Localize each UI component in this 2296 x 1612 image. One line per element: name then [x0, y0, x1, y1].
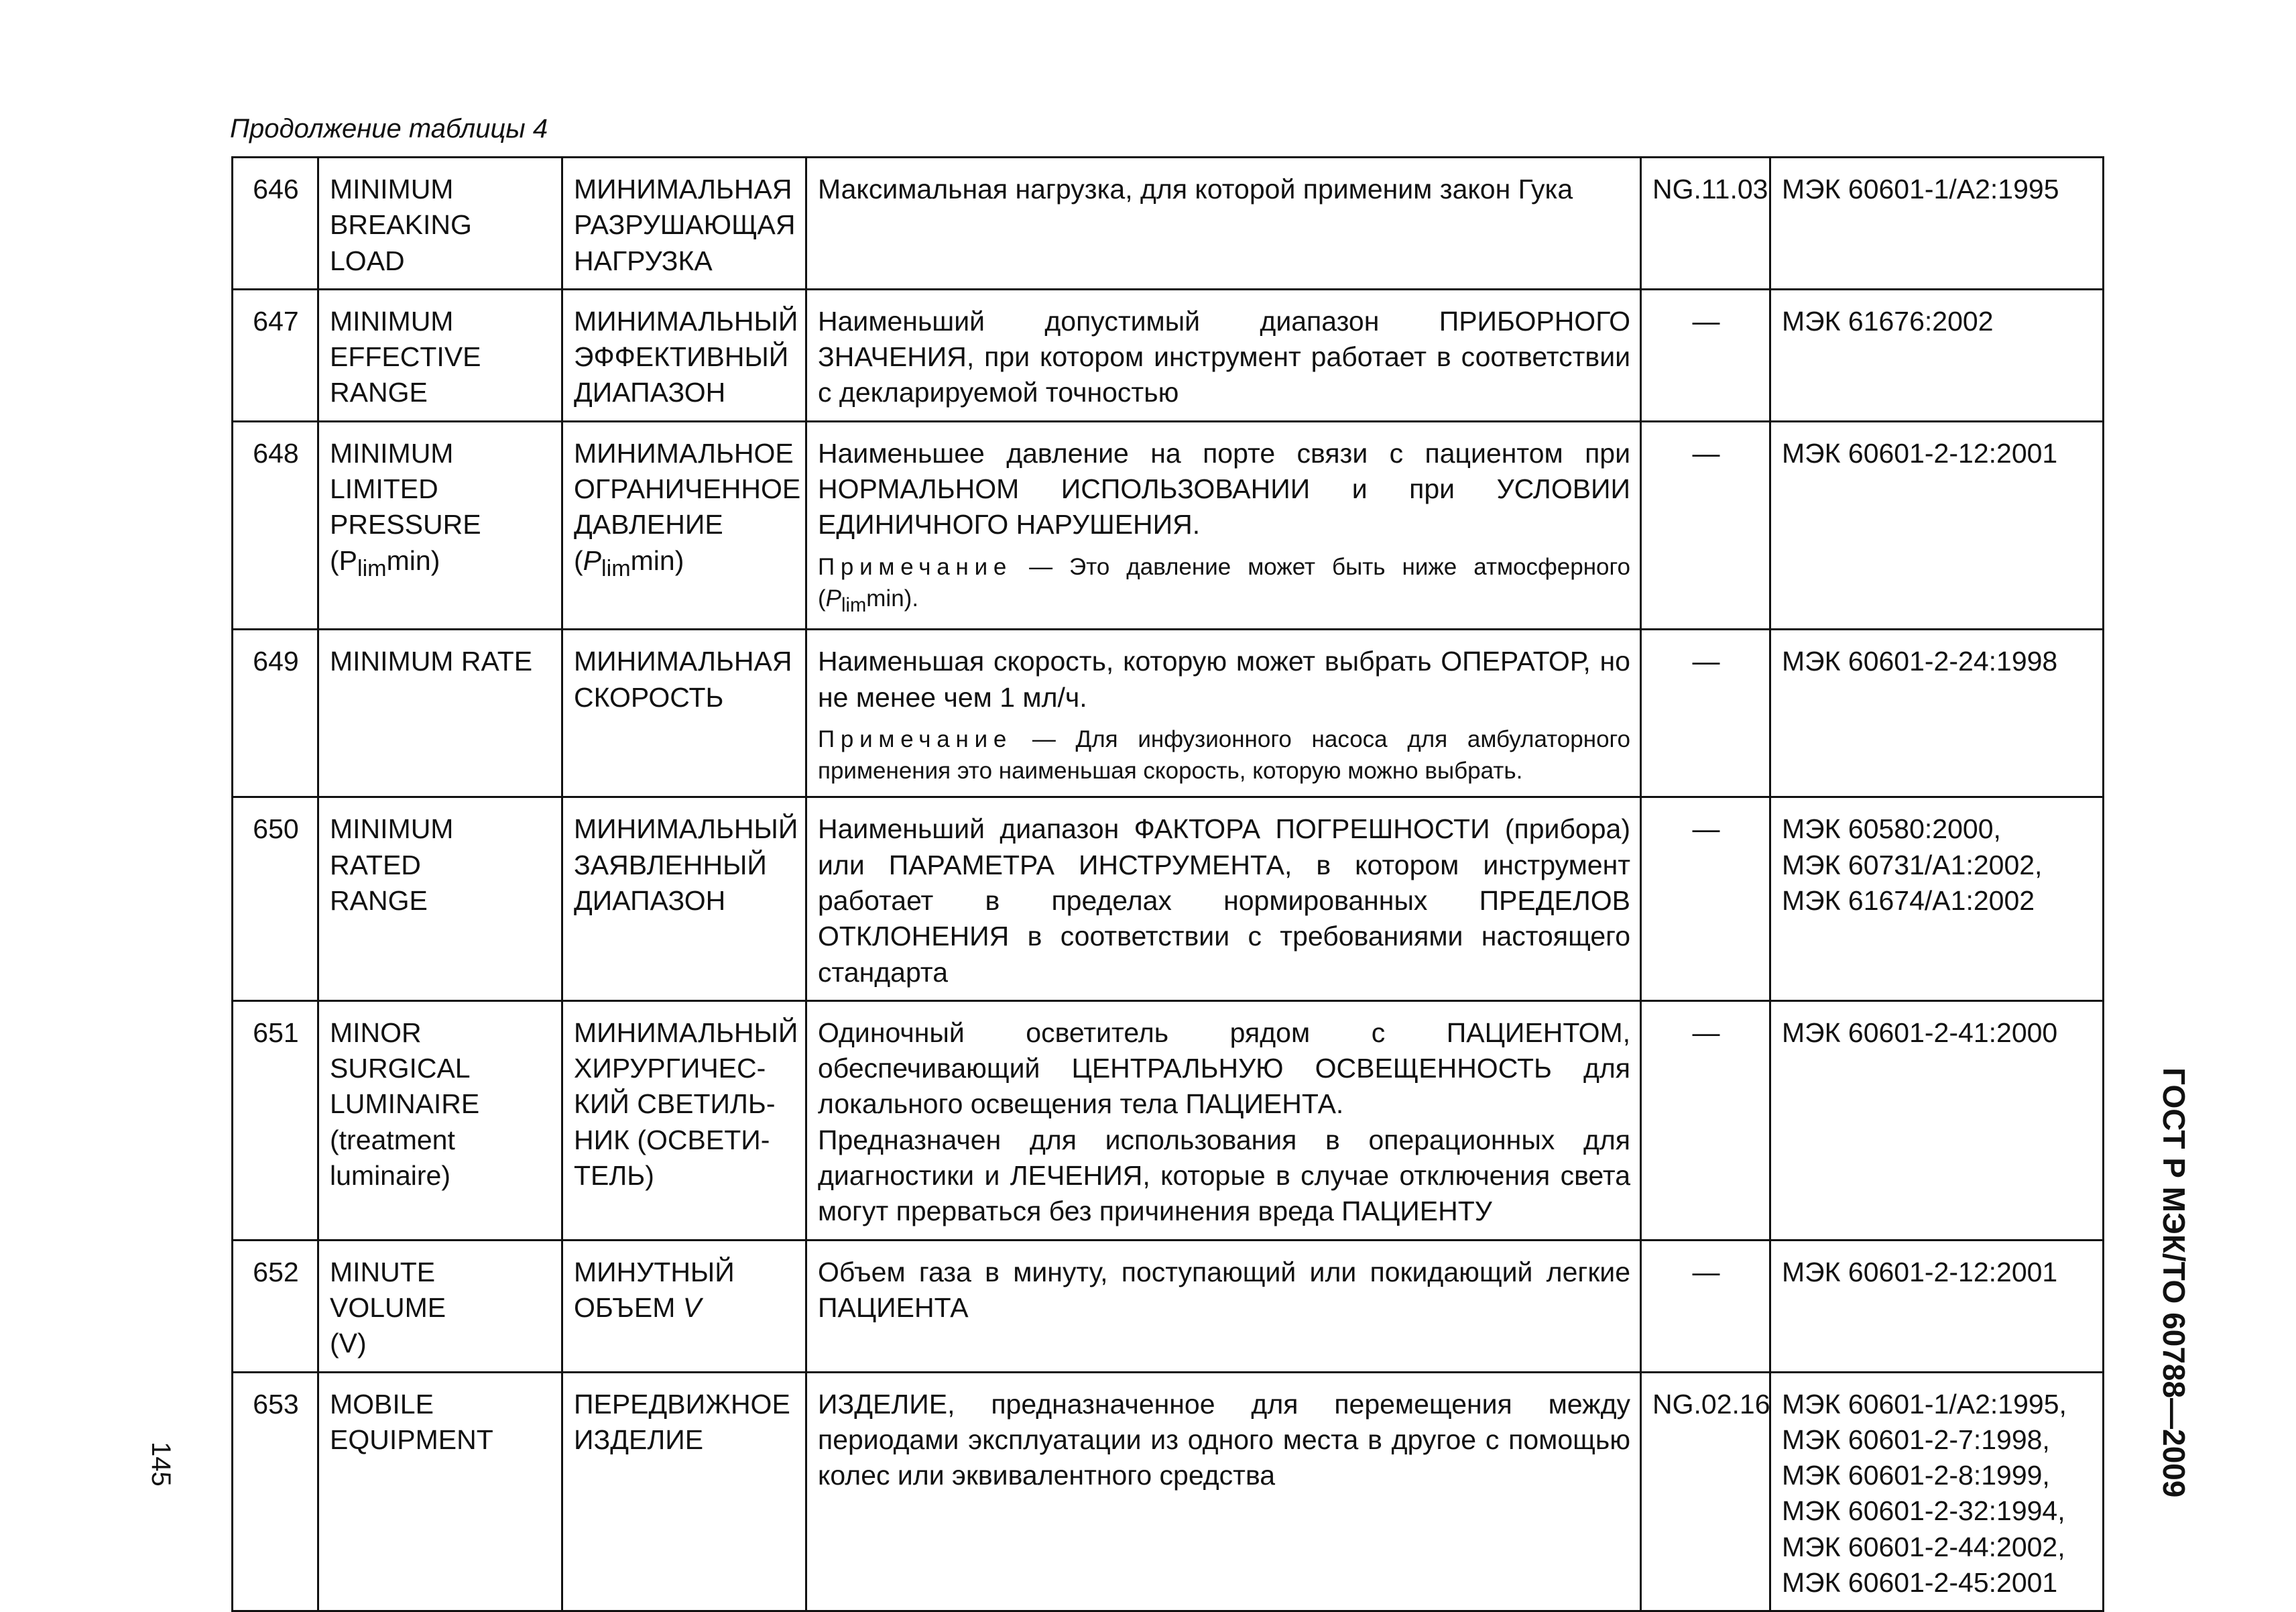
standard-clause: NG.11.03 — [1641, 158, 1770, 290]
term-english — [318, 1372, 562, 1611]
term-russian-line: НАГРУЗКА — [574, 245, 713, 276]
term-russian-line: ОГРАНИЧЕННОЕ — [574, 473, 801, 505]
term-number: 647 — [233, 289, 318, 421]
term-english — [318, 289, 562, 421]
term-russian-line: ЗАЯВЛЕННЫЙ — [574, 849, 767, 880]
term-definition — [806, 421, 1641, 630]
term-number: 653 — [233, 1372, 318, 1611]
term-russian — [562, 1372, 806, 1611]
reference-standards — [1770, 1372, 2104, 1611]
standard-clause: — — [1641, 421, 1770, 630]
term-russian-line: ТЕЛЬ) — [574, 1160, 654, 1192]
reference-line: МЭК 60601-2-8:1999, — [1782, 1460, 2050, 1491]
reference-line: МЭК 60601-2-7:1998, — [1782, 1424, 2050, 1455]
term-russian-line: КИЙ СВЕТИЛЬ- — [574, 1088, 776, 1120]
definition-text: Наименьший диапазон ФАКТОРА ПОГРЕШНОСТИ (прибора) или ПАРАМЕТРА ИНСТРУМЕНТА, в котором инструмент работает в пределах нормированных ПРЕДЕЛОВ ОТКЛОНЕНИЯ в соответствии с требованиями настоящего стандарта — [818, 813, 1630, 988]
reference-line: МЭК 60601-2-44:2002, — [1782, 1531, 2065, 1562]
term-english-line: MINIMUM — [330, 305, 454, 337]
term-english-line: LIMITED — [330, 473, 438, 505]
term-english-line: (V) — [330, 1328, 367, 1359]
term-english — [318, 421, 562, 630]
terms-table — [231, 156, 2104, 1612]
definition-text: ИЗДЕЛИЕ, предназначенное для перемещения между периодами эксплуатации из одного места в другое с помощью колес или эквивалентного средства — [818, 1388, 1630, 1491]
reference-line: МЭК 60601-2-12:2001 — [1782, 437, 2058, 469]
reference-line: МЭК 60731/А1:2002, — [1782, 849, 2043, 880]
term-english-line: EQUIPMENT — [330, 1424, 493, 1455]
term-russian-line: ПЕРЕДВИЖНОЕ — [574, 1388, 790, 1420]
table-caption: Продолжение таблицы 4 — [230, 114, 548, 143]
term-russian-symbol — [574, 1290, 796, 1326]
term-russian-line: СКОРОСТЬ — [574, 681, 724, 713]
symbol-italic: V — [682, 1291, 702, 1323]
term-russian-line: НИК (ОСВЕТИ- — [574, 1124, 770, 1155]
reference-line: МЭК 60580:2000, — [1782, 813, 2001, 845]
term-russian — [562, 158, 806, 290]
reference-line: МЭК 61674/А1:2002 — [1782, 884, 2035, 916]
definition-text: Объем газа в минуту, поступающий или покидающий легкие ПАЦИЕНТА — [818, 1256, 1630, 1323]
term-definition — [806, 1372, 1641, 1611]
reference-standards — [1770, 1240, 2104, 1372]
term-definition — [806, 158, 1641, 290]
table-row — [233, 421, 2104, 630]
term-number: 650 — [233, 797, 318, 1000]
reference-line: МЭК 60601-2-45:2001 — [1782, 1567, 2058, 1599]
definition-text: Предназначен для использования в операционных для диагностики и ЛЕЧЕНИЯ, которые в случае отключения света могут прерваться без причинения вреда ПАЦИЕНТУ — [818, 1124, 1630, 1227]
term-russian-line: МИНИМАЛЬНЫЙ — [574, 305, 798, 337]
definition-note: Примечание — Это давление может быть ниже атмосферного $(P_{lim}\min)$. — [818, 553, 1630, 616]
term-russian-line: МИНИМАЛЬНАЯ — [574, 646, 792, 677]
term-english — [318, 1000, 562, 1240]
reference-standards — [1770, 289, 2104, 421]
term-russian-line: ХИРУРГИЧЕС- — [574, 1053, 766, 1084]
table-row — [233, 1000, 2104, 1240]
reference-line: МЭК 60601-2-24:1998 — [1782, 646, 2058, 677]
definition-text: Одиночный осветитель рядом с ПАЦИЕНТОМ, обеспечивающий ЦЕНТРАЛЬНУЮ ОСВЕЩЕННОСТЬ для локального освещения тела ПАЦИЕНТА. — [818, 1017, 1630, 1120]
term-english-line: MINUTE VOLUME — [330, 1256, 446, 1323]
standard-clause: — — [1641, 1000, 1770, 1240]
term-number: 652 — [233, 1240, 318, 1372]
term-english-line: BREAKING LOAD — [330, 209, 472, 276]
term-number: 646 — [233, 158, 318, 290]
term-russian — [562, 630, 806, 797]
symbol: $(P_{lim}\min)$ — [574, 544, 684, 581]
reference-standards — [1770, 421, 2104, 630]
symbol: ОБЪЕМ V — [574, 1291, 702, 1323]
term-english-line: MINIMUM — [330, 174, 454, 205]
term-definition — [806, 1240, 1641, 1372]
term-english-symbol — [330, 543, 552, 584]
symbol-subscript: lim — [601, 555, 631, 581]
reference-line: МЭК 60601-1/А2:1995 — [1782, 174, 2059, 205]
definition-text: Наименьшая скорость, которую может выбрать ОПЕРАТОР, но не менее чем 1 мл/ч. — [818, 646, 1630, 713]
term-english-line: SURGICAL — [330, 1053, 471, 1084]
reference-standards — [1770, 1000, 2104, 1240]
term-english — [318, 158, 562, 290]
symbol-subscript: lim — [841, 594, 867, 616]
definition-text: Наименьшее давление на порте связи с пациентом при НОРМАЛЬНОМ ИСПОЛЬЗОВАНИИ и при УСЛОВИИ ЕДИНИЧНОГО НАРУШЕНИЯ. — [818, 437, 1630, 540]
term-russian-line: ИЗДЕЛИЕ — [574, 1424, 704, 1455]
term-english-line: MINOR — [330, 1017, 422, 1048]
term-english-line: RANGE — [330, 884, 428, 916]
term-russian-line: ДИАПАЗОН — [574, 377, 726, 408]
symbol: $(P_{lim}\min)$ — [330, 544, 440, 581]
term-russian — [562, 797, 806, 1000]
term-english-line: EFFECTIVE — [330, 341, 481, 373]
term-russian — [562, 1240, 806, 1372]
term-russian-line: МИНУТНЫЙ — [574, 1256, 735, 1287]
term-english — [318, 630, 562, 797]
table-row — [233, 289, 2104, 421]
term-number: 651 — [233, 1000, 318, 1240]
term-english — [318, 1240, 562, 1372]
symbol-italic: P — [583, 544, 602, 576]
term-english — [318, 797, 562, 1000]
term-russian-line: МИНИМАЛЬНЫЙ — [574, 1017, 798, 1048]
definition-text: Наименьший допустимый диапазон ПРИБОРНОГО ЗНАЧЕНИЯ, при котором инструмент работает в соответствии с декларируемой точностью — [818, 305, 1630, 408]
note-label: Примечание — [818, 726, 1013, 752]
note-label: Примечание — [818, 553, 1013, 580]
standard-clause: — — [1641, 630, 1770, 797]
document-side-header: ГОСТ Р МЭК/ТО 60788—2009 — [2157, 1068, 2191, 1498]
table-row — [233, 1372, 2104, 1611]
reference-line: МЭК 60601-2-41:2000 — [1782, 1017, 2058, 1048]
term-russian — [562, 1000, 806, 1240]
reference-line: МЭК 61676:2002 — [1782, 305, 1994, 337]
standard-clause: — — [1641, 289, 1770, 421]
term-definition — [806, 1000, 1641, 1240]
reference-standards — [1770, 158, 2104, 290]
page-number: 145 — [146, 1442, 176, 1487]
table-row — [233, 158, 2104, 290]
standard-clause: — — [1641, 1240, 1770, 1372]
symbol-italic: P — [825, 585, 842, 612]
term-russian — [562, 289, 806, 421]
term-english-line: (treatment — [330, 1124, 455, 1155]
term-english-line: MINIMUM — [330, 437, 454, 469]
standard-clause: — — [1641, 797, 1770, 1000]
term-english-line: LUMINAIRE — [330, 1088, 480, 1120]
reference-line: МЭК 60601-2-32:1994, — [1782, 1495, 2065, 1527]
reference-standards — [1770, 797, 2104, 1000]
reference-line: МЭК 60601-2-12:2001 — [1782, 1256, 2058, 1287]
term-russian-line: ЭФФЕКТИВНЫЙ — [574, 341, 789, 373]
symbol-subscript: lim — [357, 555, 387, 581]
term-russian-line: ДАВЛЕНИЕ — [574, 509, 723, 540]
term-english-line: RANGE — [330, 377, 428, 408]
term-number: 648 — [233, 421, 318, 630]
term-number: 649 — [233, 630, 318, 797]
term-definition — [806, 289, 1641, 421]
reference-standards — [1770, 630, 2104, 797]
definition-text: Максимальная нагрузка, для которой применим закон Гука — [818, 174, 1573, 205]
table-row — [233, 797, 2104, 1000]
symbol: $(P_{lim}\min)$. — [818, 585, 919, 616]
term-russian-line: МИНИМАЛЬНАЯ — [574, 174, 792, 205]
term-russian-line: ДИАПАЗОН — [574, 884, 726, 916]
standard-clause: NG.02.16 — [1641, 1372, 1770, 1611]
term-russian — [562, 421, 806, 630]
term-russian-line: МИНИМАЛЬНЫЙ — [574, 813, 798, 845]
terms-table-body — [233, 158, 2104, 1611]
term-russian-symbol — [574, 543, 796, 584]
term-definition — [806, 797, 1641, 1000]
term-english-line: MINIMUM RATE — [330, 646, 533, 677]
term-russian-line: МИНИМАЛЬНОЕ — [574, 437, 794, 469]
reference-line: МЭК 60601-1/А2:1995, — [1782, 1388, 2067, 1420]
definition-note: Примечание — Для инфузионного насоса для амбулаторного применения это наименьшая скорость, которую можно выбрать. — [818, 726, 1630, 785]
term-english-line: MOBILE — [330, 1388, 434, 1420]
table-row — [233, 630, 2104, 797]
term-english-line: PRESSURE — [330, 509, 481, 540]
term-definition — [806, 630, 1641, 797]
term-english-line: MINIMUM RATED — [330, 813, 454, 880]
table-row — [233, 1240, 2104, 1372]
term-russian-line: РАЗРУШАЮЩАЯ — [574, 209, 796, 241]
term-english-line: luminaire) — [330, 1160, 450, 1192]
